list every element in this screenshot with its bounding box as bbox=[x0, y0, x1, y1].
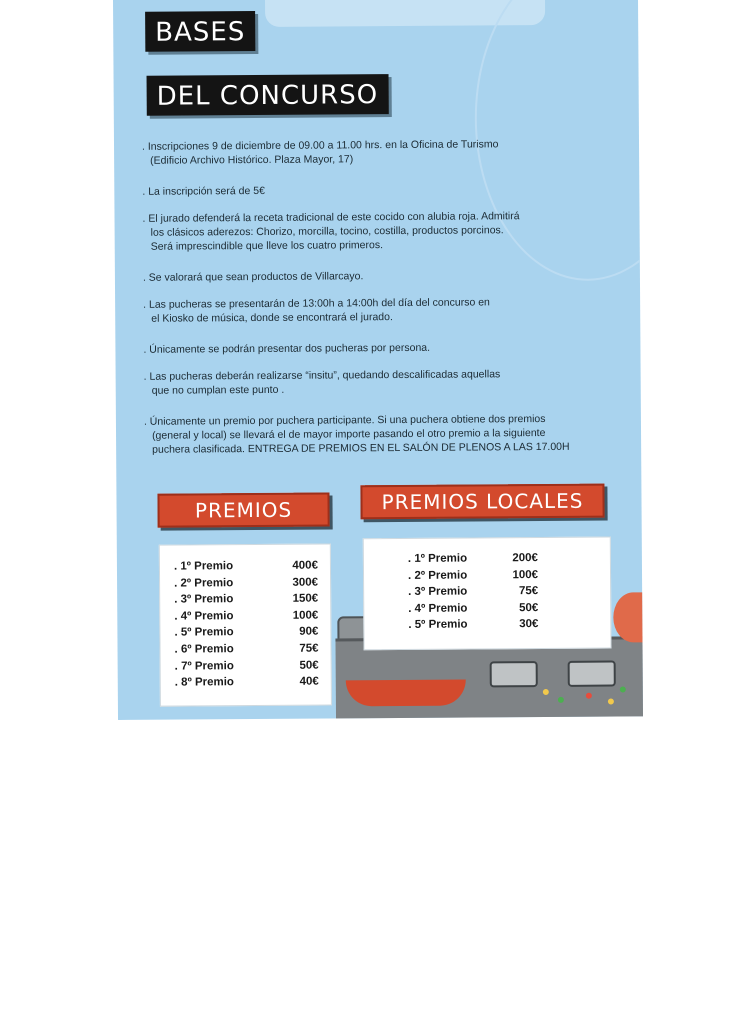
rule-line: . Las pucheras se presentarán de 13:00h a 14:00h del día del concurso en bbox=[143, 296, 490, 311]
prize-label: . 7º Premio bbox=[174, 659, 234, 673]
rule-item bbox=[142, 137, 582, 168]
rule-line: Será imprescindible que lleve los cuatro primeros. bbox=[150, 239, 384, 253]
rule-line: . El jurado defenderá la receta tradicional de este cocido con alubia roja. Admitirá bbox=[142, 210, 520, 225]
rule-item bbox=[142, 209, 582, 254]
prize-row bbox=[175, 657, 319, 674]
pot-window-illustration bbox=[490, 661, 538, 687]
rule-line: (Edificio Archivo Histórico. Plaza Mayor, 17) bbox=[150, 153, 354, 167]
prize-label: . 5º Premio bbox=[408, 618, 468, 632]
sparkle-decoration bbox=[543, 689, 549, 695]
pot-red-band-illustration bbox=[346, 680, 466, 707]
premios-heading: PREMIOS bbox=[157, 493, 329, 528]
prize-row bbox=[408, 600, 538, 617]
sparkle-decoration bbox=[586, 693, 592, 699]
rule-line: (general y local) se llevará el de mayor importe pasando el otro premio a la siguiente bbox=[152, 426, 546, 442]
prize-amount: 300€ bbox=[292, 576, 319, 589]
rule-item bbox=[143, 268, 583, 285]
prize-label: . 6º Premio bbox=[174, 643, 234, 656]
prize-label: . 2º Premio bbox=[174, 576, 234, 590]
rule-item bbox=[143, 295, 583, 326]
prize-label: . 5º Premio bbox=[174, 626, 234, 639]
prize-label: . 1º Premio bbox=[173, 560, 234, 573]
prize-label: . 1º Premio bbox=[407, 552, 468, 565]
sparkle-decoration bbox=[608, 699, 614, 705]
rule-line: puchera clasificada. ENTREGA DE PREMIOS EN EL SALÓN DE PLENOS A LAS 17.00H bbox=[152, 440, 570, 456]
rule-item bbox=[144, 412, 584, 457]
prize-row bbox=[174, 558, 318, 575]
rule-item bbox=[142, 182, 582, 199]
premios-locales-table bbox=[363, 537, 612, 651]
prize-amount: 75€ bbox=[518, 585, 539, 598]
prize-label: . 4º Premio bbox=[408, 602, 468, 615]
prize-label: . 8º Premio bbox=[174, 676, 234, 689]
prize-amount: 200€ bbox=[512, 552, 538, 565]
prize-row bbox=[174, 624, 318, 641]
sparkle-decoration bbox=[558, 697, 564, 703]
prize-label: . 3º Premio bbox=[408, 585, 468, 599]
prize-label: . 4º Premio bbox=[174, 609, 234, 623]
prize-row bbox=[408, 583, 538, 600]
prize-label: . 3º Premio bbox=[174, 593, 234, 606]
prize-amount: 100€ bbox=[512, 568, 539, 581]
rules-list bbox=[142, 137, 584, 474]
prize-row bbox=[408, 567, 538, 584]
rule-line: el Kiosko de música, donde se encontrará el jurado. bbox=[151, 311, 393, 325]
rule-line: que no cumplan este punto . bbox=[151, 383, 285, 397]
prize-label: . 2º Premio bbox=[407, 569, 468, 582]
title-line-bases: BASES bbox=[145, 11, 255, 52]
prize-amount: 100€ bbox=[292, 609, 319, 622]
prize-row bbox=[174, 641, 318, 658]
rule-line: los clásicos aderezos: Chorizo, morcilla, tocino, costilla, productos porcinos. bbox=[150, 224, 504, 239]
food-illustration bbox=[613, 592, 643, 642]
prize-row bbox=[408, 550, 538, 567]
prize-row bbox=[174, 607, 318, 624]
prize-amount: 30€ bbox=[519, 618, 539, 631]
prize-amount: 150€ bbox=[292, 592, 319, 605]
prize-row bbox=[174, 574, 318, 591]
prize-row bbox=[408, 616, 538, 633]
prize-row bbox=[174, 591, 318, 608]
rule-line: . Las pucheras deberán realizarse “insitu”, quedando descalificadas aquellas bbox=[143, 368, 501, 383]
prize-amount: 40€ bbox=[299, 675, 319, 688]
prize-amount: 50€ bbox=[519, 601, 539, 614]
rule-line: . Únicamente un premio por puchera participante. Si una puchera obtiene dos premios bbox=[143, 412, 546, 428]
premios-locales-heading: PREMIOS LOCALES bbox=[360, 484, 604, 520]
rule-line: . Inscripciones 9 de diciembre de 09.00 a 11.00 hrs. en la Oficina de Turismo bbox=[141, 138, 499, 153]
rule-line: . La inscripción será de 5€ bbox=[142, 184, 265, 198]
title-line-del-concurso: DEL CONCURSO bbox=[147, 74, 389, 116]
pot-window-illustration bbox=[568, 661, 616, 687]
rule-line: . Se valorará que sean productos de Villarcayo. bbox=[142, 270, 364, 284]
prize-row bbox=[175, 674, 319, 691]
sparkle-decoration bbox=[620, 686, 626, 692]
prize-amount: 400€ bbox=[292, 559, 318, 572]
premios-table bbox=[159, 543, 332, 706]
prize-amount: 50€ bbox=[299, 659, 319, 672]
rule-item bbox=[144, 367, 584, 398]
rule-item bbox=[143, 340, 583, 357]
rule-line: . Únicamente se podrán presentar dos pucheras por persona. bbox=[143, 341, 431, 356]
prize-amount: 90€ bbox=[299, 625, 319, 639]
prize-amount: 75€ bbox=[299, 642, 319, 655]
flyer-page bbox=[113, 0, 643, 720]
